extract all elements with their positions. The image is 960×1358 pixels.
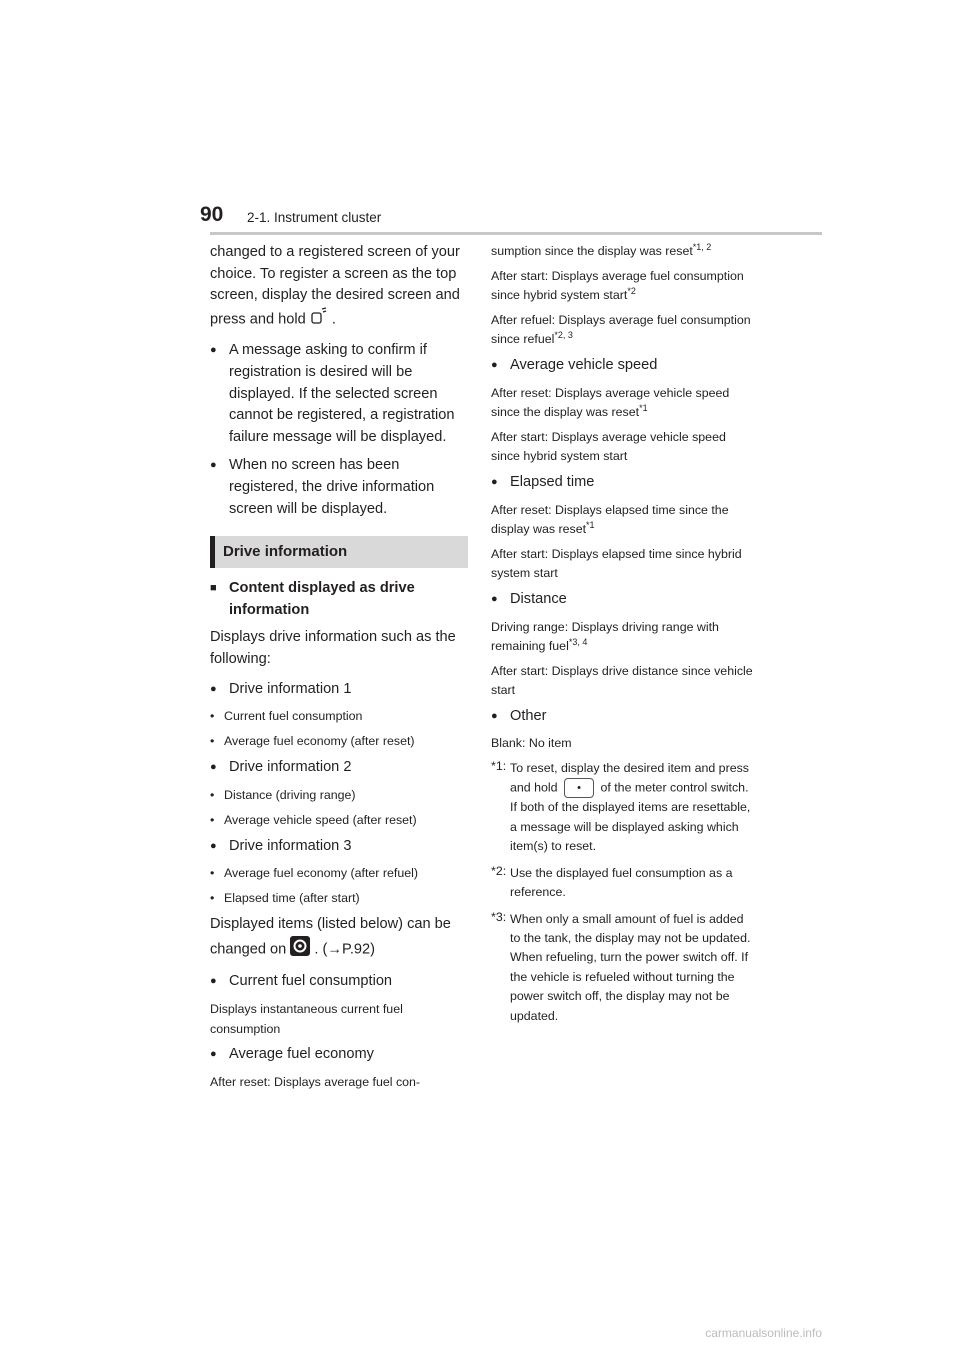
footnote-ref: *1 [586, 520, 595, 530]
displayed-items-paren: . ( [314, 941, 328, 958]
blank-item: Blank: No item [491, 736, 572, 751]
hand-press-icon [310, 307, 328, 333]
footnote-3b: When refueling, turn the power switch off. If the vehicle is refueled without turning the power switch off, the display may not be updated. [510, 950, 749, 1023]
et-reset [491, 501, 753, 540]
content-heading: ■ Content displayed as drive information [210, 578, 468, 621]
avs-reset-text: After reset: Displays average vehicle speed since the display was reset [491, 385, 730, 420]
et-start: After start: Displays elapsed time since hybrid system start [491, 546, 742, 581]
dist-range [491, 618, 753, 657]
footnote-ref: *2 [627, 286, 636, 297]
current-fuel-consumption: ● Current fuel consumption [210, 971, 468, 993]
afe-refuel [491, 311, 753, 350]
footnote-ref: *3, 4 [568, 636, 588, 647]
meter-button-icon: • [564, 778, 594, 798]
footnote-ref: *1, 2 [692, 241, 712, 252]
et-reset-text: After reset: Displays elapsed time since the display was reset [491, 502, 729, 537]
footnote-3 [491, 910, 753, 1026]
drive-info-3: ● Drive information 3 [210, 836, 468, 858]
footnote-1a: To reset, display the desired item and press and hold [510, 761, 749, 795]
afe-reset-text: sumption since the display was reset [491, 244, 693, 258]
footnote-mark: *1: [491, 759, 507, 774]
afe-refuel-text: After refuel: Displays average fuel consumption since refuel [491, 312, 751, 347]
average-fuel-economy-desc: After reset: Displays average fuel con- [210, 1074, 421, 1089]
afe-reset-cont [491, 242, 753, 262]
footnote-mark: *2: [491, 863, 507, 878]
avs-start: After start: Displays average vehicle speed since hybrid system start [491, 429, 726, 464]
footnote-2 [491, 864, 753, 903]
section-banner: Drive information [210, 536, 468, 568]
arrow-right-icon: → [327, 941, 342, 958]
footnote-ref: *2, 3 [554, 330, 573, 341]
section-title: 2-1. Instrument cluster [247, 210, 382, 225]
footnote-1b: of the meter control switch. [600, 780, 749, 795]
footnote-mark: *3: [491, 909, 507, 924]
bullet-register-confirm: ● A message asking to confirm if registration is desired will be displayed. If the selected screen cannot be registered, a registration failure message will be displayed. [210, 340, 468, 448]
drive-info-2: ● Drive information 2 [210, 757, 468, 779]
page-reference-link[interactable]: P.92) [342, 941, 375, 958]
list-item: • Current fuel consumption [210, 707, 468, 726]
gear-icon [290, 936, 310, 964]
average-vehicle-speed: ● Average vehicle speed [491, 355, 753, 377]
displayed-items-paragraph [210, 914, 468, 963]
afe-start [491, 267, 753, 306]
intro-paragraph [210, 242, 468, 332]
average-fuel-economy: ● Average fuel economy [210, 1044, 468, 1066]
displayed-items-text: Displayed items (listed below) can be changed on [210, 916, 451, 958]
list-item: • Elapsed time (after start) [210, 889, 468, 908]
afe-start-text: After start: Displays average fuel consumption since hybrid system start [491, 268, 744, 303]
distance: ● Distance [491, 589, 753, 611]
watermark: carmanualsonline.info [705, 1326, 822, 1340]
header-rule [210, 232, 822, 235]
list-item: • Average fuel economy (after refuel) [210, 864, 468, 883]
dist-range-text: Driving range: Displays driving range with remaining fuel [491, 619, 719, 654]
bullet-no-screen: ● When no screen has been registered, the drive information screen will be displayed. [210, 455, 468, 520]
footnote-1c: If both of the displayed items are resettable, a message will be displayed asking which item(s) to reset. [510, 800, 751, 854]
list-item: • Average fuel economy (after reset) [210, 732, 468, 751]
elapsed-time: ● Elapsed time [491, 472, 753, 494]
footnote-3a: When only a small amount of fuel is added to the tank, the display may not be updated. [510, 911, 751, 945]
footnote-2-text: Use the displayed fuel consumption as a reference. [510, 865, 733, 900]
other: ● Other [491, 706, 753, 728]
right-column [491, 242, 753, 1033]
drive-info-intro: Displays drive information such as the following: [210, 629, 456, 667]
page-number: 90 [200, 203, 224, 226]
avs-reset [491, 384, 753, 423]
list-item: • Average vehicle speed (after reset) [210, 811, 468, 830]
current-fuel-consumption-desc: Displays instantaneous current fuel consumption [210, 1002, 403, 1036]
dist-start: After start: Displays drive distance since vehicle start [491, 663, 753, 698]
intro-text-end: . [331, 311, 336, 328]
intro-text: changed to a registered screen of your choice. To register a screen as the top screen, display the desired screen and press and hold [210, 244, 460, 328]
footnote-ref: *1 [639, 403, 648, 414]
footnote-1-text [510, 759, 753, 798]
list-item: • Distance (driving range) [210, 786, 468, 805]
left-column [210, 242, 468, 1097]
drive-info-1: ● Drive information 1 [210, 679, 468, 701]
footnote-1 [491, 759, 753, 857]
